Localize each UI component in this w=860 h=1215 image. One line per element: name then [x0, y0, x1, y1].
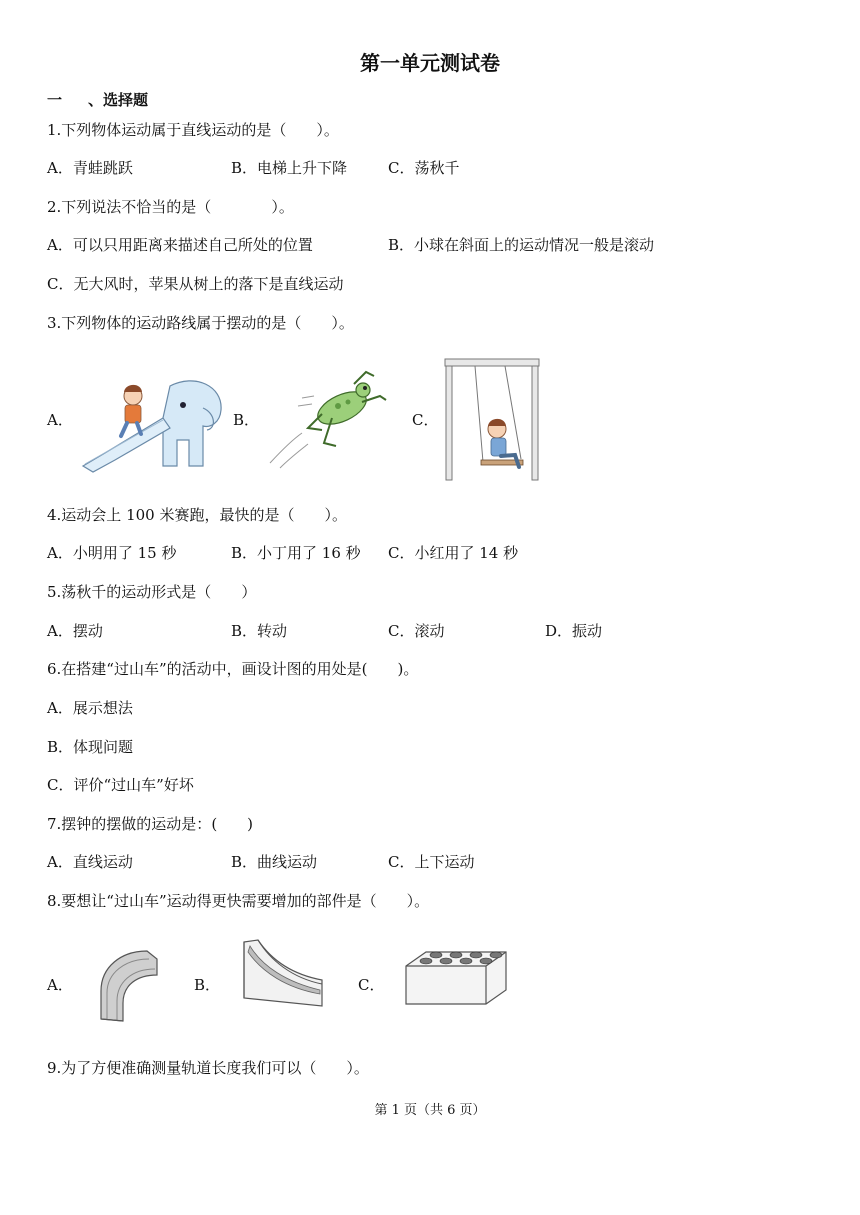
- question-2-stem: 2.下列说法不恰当的是（ ）。: [47, 198, 294, 216]
- question-7-stem: 7.摆钟的摆做的运动是：( ): [47, 815, 254, 833]
- question-4-option-b: B．小丁用了 16 秒: [231, 544, 361, 562]
- question-8-option-b: B．: [194, 976, 221, 994]
- question-6-option-c: C．评价“过山车”好坏: [47, 776, 194, 794]
- question-8-option-c: C．: [358, 976, 385, 994]
- question-6-stem: 6.在搭建“过山车”的活动中，画设计图的用处是( )。: [47, 660, 419, 678]
- question-6-option-a: A．展示想法: [47, 699, 133, 717]
- question-5-stem: 5.荡秋千的运动形式是（ ）: [47, 583, 257, 601]
- question-6-option-b: B．体现问题: [47, 738, 134, 756]
- question-5-option-c: C．滚动: [388, 622, 445, 640]
- question-2-option-a: A．可以只用距离来描述自己所处的位置: [47, 236, 313, 254]
- question-1-option-b: B．电梯上升下降: [231, 159, 348, 177]
- question-8-stem: 8.要想让“过山车”运动得更快需要增加的部件是（ ）。: [47, 892, 430, 910]
- question-1-option-a: A．青蛙跳跃: [47, 159, 133, 177]
- section-heading: [47, 89, 148, 110]
- question-3-option-b: B．: [233, 411, 260, 429]
- question-9-stem: 9.为了方便准确测量轨道长度我们可以（ ）。: [47, 1059, 369, 1077]
- question-2-option-c: C．无大风时，苹果从树上的落下是直线运动: [47, 275, 344, 293]
- question-2-option-b: B．小球在斜面上的运动情况一般是滚动: [388, 236, 655, 254]
- question-4-option-c: C．小红用了 14 秒: [388, 544, 519, 562]
- question-8-option-a: A．: [47, 976, 73, 994]
- curved-track-icon: [95, 945, 161, 1025]
- question-3-option-a: A．: [47, 411, 73, 429]
- question-4-option-a: A．小明用了 15 秒: [47, 544, 177, 562]
- page-footer: 第 1 页（共 6 页）: [374, 1103, 486, 1118]
- question-7-option-a: A．直线运动: [47, 853, 133, 871]
- swing-picture-icon: [443, 357, 543, 482]
- question-5-option-b: B．转动: [231, 622, 288, 640]
- frog-picture-icon: [262, 368, 392, 473]
- page-title: 第一单元测试卷: [360, 51, 500, 75]
- question-1-stem: 1.下列物体运动属于直线运动的是（ ）。: [47, 121, 339, 139]
- slide-picture-icon: [75, 368, 225, 473]
- question-3-option-c: C．: [412, 411, 439, 429]
- sloped-track-icon: [240, 938, 326, 1010]
- question-7-option-c: C．上下运动: [388, 853, 475, 871]
- question-3-stem: 3.下列物体的运动路线属于摆动的是（ ）。: [47, 314, 354, 332]
- section-label: 、选择题: [88, 91, 149, 109]
- building-block-icon: [402, 946, 510, 1008]
- question-1-option-c: C．荡秋千: [388, 159, 460, 177]
- question-5-option-a: A．摆动: [47, 622, 103, 640]
- question-5-option-d: D．振动: [545, 622, 603, 640]
- question-4-stem: 4.运动会上 100 米赛跑，最快的是（ ）。: [47, 506, 347, 524]
- question-7-option-b: B．曲线运动: [231, 853, 318, 871]
- section-number: 一: [47, 91, 63, 109]
